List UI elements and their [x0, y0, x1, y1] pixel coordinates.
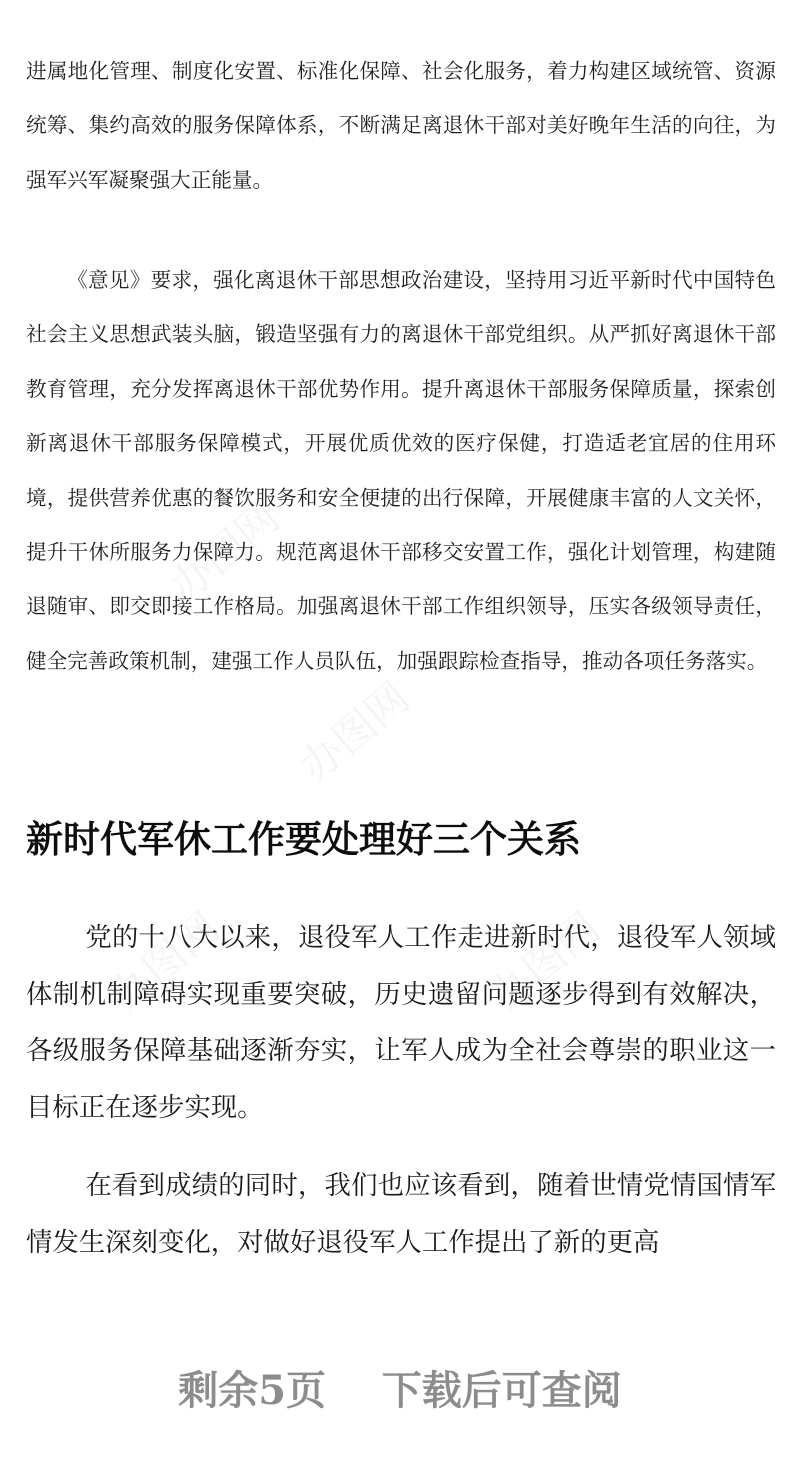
section-heading: 新时代军休工作要处理好三个关系: [26, 818, 581, 861]
download-to-read-label: 下载后可查阅: [381, 1367, 622, 1414]
body-paragraph-challenges: 在看到成绩的同时，我们也应该看到，随着世情党情国情军情发生深刻变化，对做好退役军人工作提出了新的更高: [26, 1170, 776, 1258]
remaining-pages-label: 剩余5页: [178, 1367, 327, 1414]
body-paragraph-achievements: 党的十八大以来，退役军人工作走进新时代，退役军人领域体制机制障碍实现重要突破，历史遗留问题逐步得到有效解决，各级服务保障基础逐渐夯实，让军人成为全社会尊崇的职业这一目标正在逐步实现。: [26, 922, 776, 1123]
download-prompt-banner[interactable]: [0, 1363, 800, 1419]
body-paragraph-continuation: 进属地化管理、制度化安置、标准化保障、社会化服务，着力构建区域统管、资源统筹、集约高效的服务保障体系，不断满足离退休干部对美好晚年生活的向往，为强军兴军凝聚强大正能量。: [26, 59, 776, 192]
body-paragraph-opinion: 《意见》要求，强化离退休干部思想政治建设，坚持用习近平新时代中国特色社会主义思想武装头脑，锻造坚强有力的离退休干部党组织。从严抓好离退休干部教育管理，充分发挥离退休干部优势作用。提升离退休干部服务保障质量，探索创新离退休干部服务保障模式，开展优质优效的医疗保健，打造适老宜居的住用环境，提供营养优惠的餐饮服务和安全便捷的出行保障，开展健康丰富的人文关怀，提升干休所服务力保障力。规范离退休干部移交安置工作，强化计划管理，构建随退随审、即交即接工作格局。加强离退休干部工作组织领导，压实各级领导责任，健全完善政策机制，建强工作人员队伍，加强跟踪检查指导，推动各项任务落实。: [26, 268, 776, 673]
